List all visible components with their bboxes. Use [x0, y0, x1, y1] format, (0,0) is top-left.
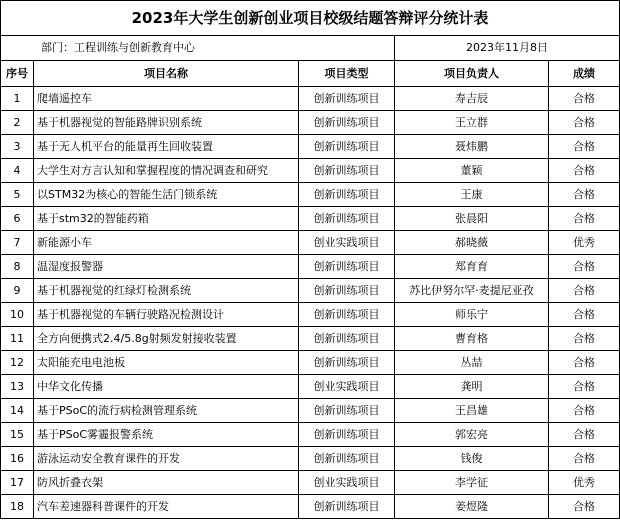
header-row — [1, 61, 620, 87]
project-type-cell[interactable]: 创新训练项目 — [299, 255, 395, 279]
project-name-cell[interactable]: 基于机器视觉的智能路牌识别系统 — [34, 111, 299, 135]
project-type-cell[interactable]: 创业实践项目 — [299, 375, 395, 399]
row-index-cell[interactable]: 9 — [1, 279, 34, 303]
row-index-cell[interactable]: 5 — [1, 183, 34, 207]
row-index-cell[interactable]: 1 — [1, 87, 34, 111]
table-row — [1, 303, 620, 327]
header-name[interactable]: 项目名称 — [34, 61, 299, 87]
project-leader-cell[interactable]: 郭宏亮 — [395, 423, 549, 447]
grade-cell[interactable]: 合格 — [549, 351, 620, 375]
project-leader-cell[interactable]: 王康 — [395, 183, 549, 207]
row-index-cell[interactable]: 7 — [1, 231, 34, 255]
table-row — [1, 375, 620, 399]
grade-cell[interactable]: 合格 — [549, 111, 620, 135]
grade-cell[interactable]: 合格 — [549, 87, 620, 111]
project-type-cell[interactable]: 创新训练项目 — [299, 87, 395, 111]
project-leader-cell[interactable]: 姜煜隆 — [395, 495, 549, 519]
project-leader-cell[interactable]: 郝晓薇 — [395, 231, 549, 255]
grade-cell[interactable]: 合格 — [549, 399, 620, 423]
project-type-cell[interactable]: 创新训练项目 — [299, 183, 395, 207]
project-type-cell[interactable]: 创新训练项目 — [299, 327, 395, 351]
date-cell[interactable]: 2023年11月8日 — [395, 36, 620, 61]
project-type-cell[interactable]: 创新训练项目 — [299, 399, 395, 423]
grade-cell[interactable]: 合格 — [549, 255, 620, 279]
grade-cell[interactable]: 合格 — [549, 375, 620, 399]
project-name-cell[interactable]: 温湿度报警器 — [34, 255, 299, 279]
project-leader-cell[interactable]: 张晨阳 — [395, 207, 549, 231]
grade-cell[interactable]: 合格 — [549, 279, 620, 303]
project-name-cell[interactable]: 游泳运动安全教育课件的开发 — [34, 447, 299, 471]
project-leader-cell[interactable]: 师乐宁 — [395, 303, 549, 327]
grade-cell[interactable]: 优秀 — [549, 231, 620, 255]
project-name-cell[interactable]: 基于PSoC的流行病检测管理系统 — [34, 399, 299, 423]
department-cell[interactable]: 部门：工程训练与创新教育中心 — [1, 36, 395, 61]
header-type[interactable]: 项目类型 — [299, 61, 395, 87]
table-row — [1, 471, 620, 495]
info-row — [1, 36, 620, 61]
project-leader-cell[interactable]: 龚明 — [395, 375, 549, 399]
project-type-cell[interactable]: 创新训练项目 — [299, 135, 395, 159]
grade-cell[interactable]: 合格 — [549, 159, 620, 183]
project-leader-cell[interactable]: 王立群 — [395, 111, 549, 135]
project-type-cell[interactable]: 创新训练项目 — [299, 351, 395, 375]
project-name-cell[interactable]: 基于无人机平台的能量再生回收装置 — [34, 135, 299, 159]
project-type-cell[interactable]: 创新训练项目 — [299, 159, 395, 183]
project-name-cell[interactable]: 中华文化传播 — [34, 375, 299, 399]
row-index-cell[interactable]: 2 — [1, 111, 34, 135]
table-row — [1, 159, 620, 183]
table-row — [1, 87, 620, 111]
header-grade[interactable]: 成绩 — [549, 61, 620, 87]
grade-cell[interactable]: 合格 — [549, 207, 620, 231]
header-index[interactable]: 序号 — [1, 61, 34, 87]
table-title[interactable]: 2023年大学生创新创业项目校级结题答辩评分统计表 — [1, 1, 620, 36]
row-index-cell[interactable]: 8 — [1, 255, 34, 279]
grade-cell[interactable]: 优秀 — [549, 471, 620, 495]
table-row — [1, 351, 620, 375]
row-index-cell[interactable]: 16 — [1, 447, 34, 471]
row-index-cell[interactable]: 10 — [1, 303, 34, 327]
grade-cell[interactable]: 合格 — [549, 327, 620, 351]
table-row — [1, 183, 620, 207]
table-row — [1, 495, 620, 519]
row-index-cell[interactable]: 15 — [1, 423, 34, 447]
row-index-cell[interactable]: 18 — [1, 495, 34, 519]
project-leader-cell[interactable]: 钱俊 — [395, 447, 549, 471]
header-leader[interactable]: 项目负责人 — [395, 61, 549, 87]
project-leader-cell[interactable]: 王昌雄 — [395, 399, 549, 423]
project-leader-cell[interactable]: 董颖 — [395, 159, 549, 183]
project-type-cell[interactable]: 创新训练项目 — [299, 279, 395, 303]
project-type-cell[interactable]: 创新训练项目 — [299, 111, 395, 135]
table-row — [1, 399, 620, 423]
project-leader-cell[interactable]: 曹育格 — [395, 327, 549, 351]
title-row — [1, 1, 620, 36]
project-name-cell[interactable]: 基于机器视觉的车辆行驶路况检测设计 — [34, 303, 299, 327]
project-name-cell[interactable]: 大学生对方言认知和掌握程度的情况调查和研究 — [34, 159, 299, 183]
table-row — [1, 255, 620, 279]
table-row — [1, 327, 620, 351]
project-type-cell[interactable]: 创新训练项目 — [299, 207, 395, 231]
project-name-cell[interactable]: 基于stm32的智能药箱 — [34, 207, 299, 231]
row-index-cell[interactable]: 13 — [1, 375, 34, 399]
grade-cell[interactable]: 合格 — [549, 135, 620, 159]
project-leader-cell[interactable]: 李学征 — [395, 471, 549, 495]
table-row — [1, 423, 620, 447]
grade-cell[interactable]: 合格 — [549, 303, 620, 327]
row-index-cell[interactable]: 12 — [1, 351, 34, 375]
table-row — [1, 207, 620, 231]
grade-cell[interactable]: 合格 — [549, 183, 620, 207]
project-name-cell[interactable]: 防风折叠衣架 — [34, 471, 299, 495]
project-type-cell[interactable]: 创新训练项目 — [299, 303, 395, 327]
row-index-cell[interactable]: 11 — [1, 327, 34, 351]
project-leader-cell[interactable]: 郑育育 — [395, 255, 549, 279]
table-row — [1, 135, 620, 159]
project-name-cell[interactable]: 全方向便携式2.4/5.8g射频发射接收装置 — [34, 327, 299, 351]
grade-cell[interactable]: 合格 — [549, 495, 620, 519]
row-index-cell[interactable]: 4 — [1, 159, 34, 183]
project-name-cell[interactable]: 基于机器视觉的红绿灯检测系统 — [34, 279, 299, 303]
row-index-cell[interactable]: 14 — [1, 399, 34, 423]
table-row — [1, 231, 620, 255]
row-index-cell[interactable]: 6 — [1, 207, 34, 231]
project-name-cell[interactable]: 爬墙遥控车 — [34, 87, 299, 111]
project-type-cell[interactable]: 创新训练项目 — [299, 495, 395, 519]
project-leader-cell[interactable]: 苏比伊努尔罕·麦提尼亚孜 — [395, 279, 549, 303]
project-name-cell[interactable]: 汽车差速器科普课件的开发 — [34, 495, 299, 519]
grade-cell[interactable]: 合格 — [549, 447, 620, 471]
project-type-cell[interactable]: 创新训练项目 — [299, 447, 395, 471]
project-type-cell[interactable]: 创业实践项目 — [299, 471, 395, 495]
grade-cell[interactable]: 合格 — [549, 423, 620, 447]
project-leader-cell[interactable]: 聂炜鹏 — [395, 135, 549, 159]
project-leader-cell[interactable]: 丛喆 — [395, 351, 549, 375]
project-name-cell[interactable]: 太阳能充电电池板 — [34, 351, 299, 375]
project-name-cell[interactable]: 新能源小车 — [34, 231, 299, 255]
project-name-cell[interactable]: 基于PSoC雾霾报警系统 — [34, 423, 299, 447]
table-row — [1, 279, 620, 303]
table-row — [1, 447, 620, 471]
row-index-cell[interactable]: 3 — [1, 135, 34, 159]
project-leader-cell[interactable]: 寿吉辰 — [395, 87, 549, 111]
project-name-cell[interactable]: 以STM32为核心的智能生活门锁系统 — [34, 183, 299, 207]
table-row — [1, 111, 620, 135]
project-type-cell[interactable]: 创新训练项目 — [299, 423, 395, 447]
project-type-cell[interactable]: 创业实践项目 — [299, 231, 395, 255]
row-index-cell[interactable]: 17 — [1, 471, 34, 495]
